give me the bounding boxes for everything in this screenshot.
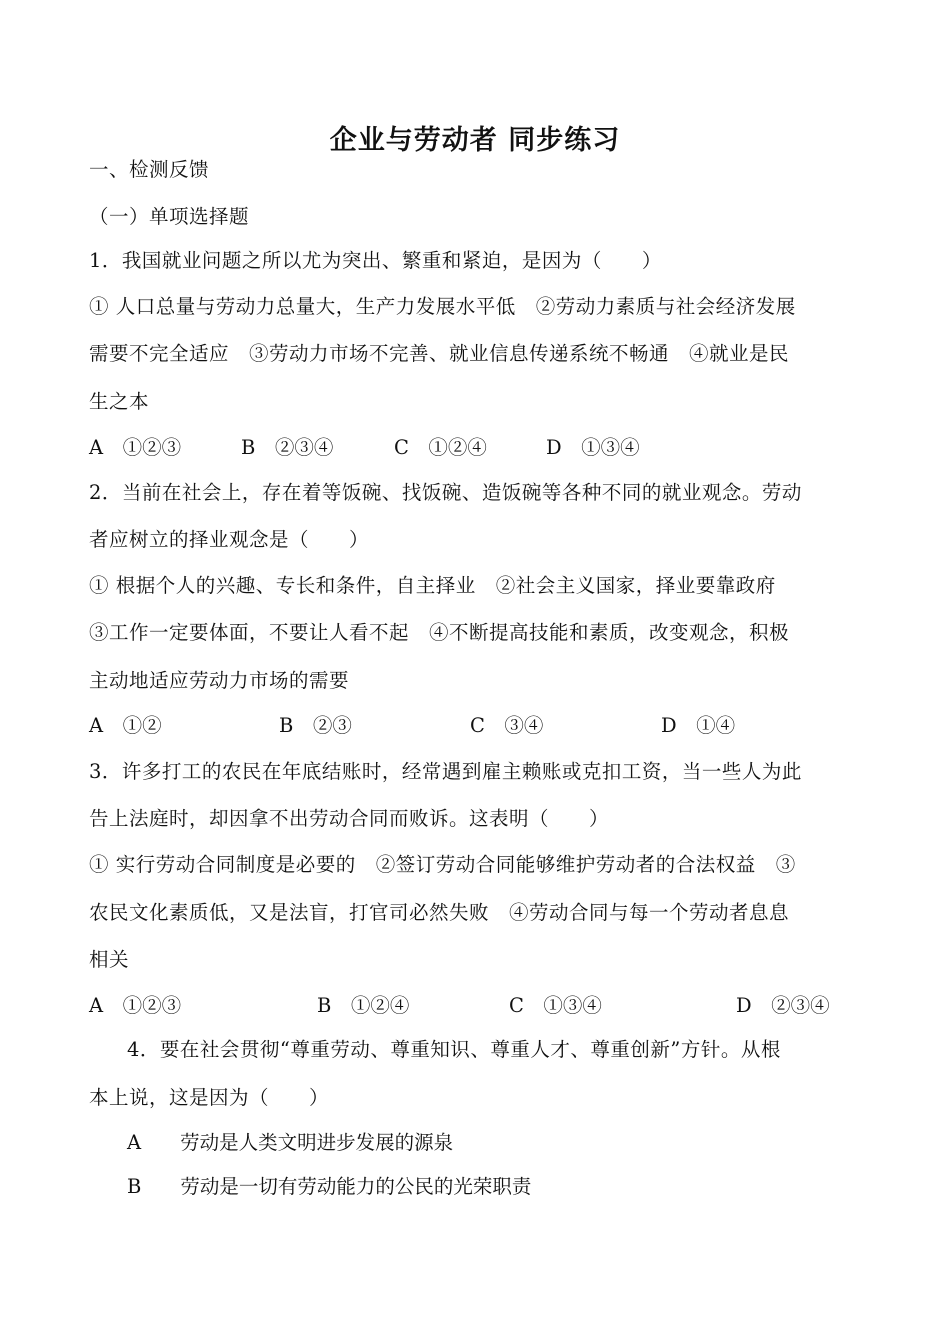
question-1-option-b: B ②③④ (241, 436, 334, 459)
question-3-option-d: D ②③④ (736, 994, 830, 1017)
question-2-option-b: B ②③ (279, 714, 352, 737)
question-1-line: ① 人口总量与劳动力总量大，生产力发展水平低 ②劳动力素质与社会经济发展 (89, 295, 796, 318)
question-3-option-b: B ①②④ (317, 994, 410, 1017)
question-2-line: 主动地适应劳动力市场的需要 (89, 669, 350, 692)
question-1-option-a: A ①②③ (89, 436, 182, 459)
question-3-line: 农民文化素质低，又是法盲，打官司必然失败 ④劳动合同与每一个劳动者息息 (89, 901, 790, 924)
question-1-option-d: D ①③④ (546, 436, 640, 459)
question-3-stem: 3．许多打工的农民在年底结账时，经常遇到雇主赖账或克扣工资，当一些人为此 (89, 760, 802, 783)
question-2-option-c: C ③④ (470, 714, 544, 737)
question-1-line: 生之本 (89, 390, 150, 413)
question-3-option-c: C ①③④ (509, 994, 602, 1017)
subsection-heading: （一）单项选择题 (89, 205, 250, 228)
question-4-option-b: B 劳动是一切有劳动能力的公民的光荣职责 (127, 1175, 532, 1198)
question-4-option-a: A 劳动是人类文明进步发展的源泉 (127, 1131, 454, 1154)
question-2-line: ③工作一定要体面，不要让人看不起 ④不断提高技能和素质，改变观念，积极 (89, 621, 790, 644)
question-1-option-c: C ①②④ (394, 436, 487, 459)
question-2-line: ① 根据个人的兴趣、专长和条件，自主择业 ②社会主义国家，择业要靠政府 (89, 574, 776, 597)
question-4-stem-cont: 本上说，这是因为（ ） (89, 1086, 330, 1109)
question-3-option-a: A ①②③ (89, 994, 182, 1017)
page-title: 企业与劳动者 同步练习 (329, 125, 621, 156)
question-3-line: 相关 (89, 948, 130, 971)
question-4-stem: 4．要在社会贯彻“尊重劳动、尊重知识、尊重人才、尊重创新”方针。从根 (127, 1038, 781, 1061)
question-2-stem: 2．当前在社会上，存在着等饭碗、找饭碗、造饭碗等各种不同的就业观念。劳动 (89, 481, 802, 504)
question-2-stem-cont: 者应树立的择业观念是（ ） (89, 528, 370, 551)
question-3-line: ① 实行劳动合同制度是必要的 ②签订劳动合同能够维护劳动者的合法权益 ③ (89, 853, 796, 876)
question-1-line: 需要不完全适应 ③劳动力市场不完善、就业信息传递系统不畅通 ④就业是民 (89, 342, 790, 365)
section-heading: 一、检测反馈 (89, 158, 210, 181)
question-2-option-d: D ①④ (661, 714, 736, 737)
question-1-stem: 1．我国就业问题之所以尤为突出、繁重和紧迫，是因为（ ） (89, 249, 662, 272)
question-2-option-a: A ①② (89, 714, 162, 737)
question-3-stem-cont: 告上法庭时，却因拿不出劳动合同而败诉。这表明（ ） (89, 807, 610, 830)
